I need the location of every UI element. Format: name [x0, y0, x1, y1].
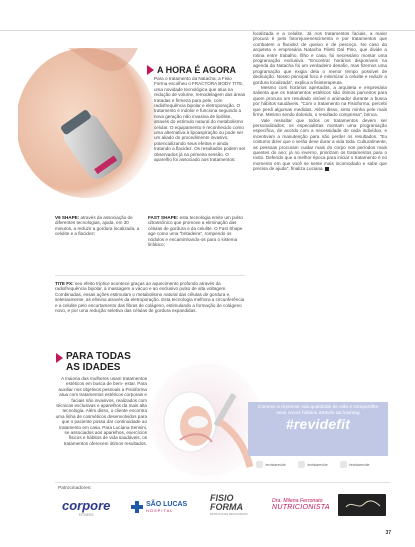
treatment-v6	[55, 215, 145, 237]
treatment-title: FAST SHAPE:	[148, 215, 179, 220]
paragraph: localizada e a celulite. Já nos tratamentos faciais, a maior procura é pelo fotorejuvenescimento e por tratamentos que combatem a flacidez de queixo e de pescoço. No caso da arquiteta e empresária Natacha Filetti Dal Pino, que divide a rotina entre trabalho, filho e casa, foi necessário montar uma programação exclusiva. "Encontrar horários disponíveis na agenda da Natacha foi um verdadeiro desafio, mas fizemos uma programação que exigia dela o menor tempo possível de dedicação. Nosso principal foco é minimizar a celulite e reduzir a gordura localizada", explica a fisioterapeuta.	[253, 31, 387, 85]
sponsors-label: Patrocinadores:	[58, 486, 92, 491]
section-heading	[56, 351, 131, 373]
heading-text: PARA TODAS	[66, 351, 131, 362]
social-instagram[interactable]: /revistarevide	[298, 461, 328, 468]
facebook-icon	[256, 461, 263, 468]
sponsor-logo-milena: Dra. Milena Ferronato NUTRICIONISTA	[272, 498, 330, 511]
treatment-fast	[148, 215, 243, 247]
treatment-text: seu efeito tríplice acontece graças ao aquecimento profundo através da radiofrequência bipolar, à massagem a vácuo e ao exclusivo pulso de alta voltagem. Combinadas, essas ações estimulam o metabolismo natural das células de gordura e, seletivamente, as elimina através da eletroporação. Esta tecnologia melhora a circunferência e a celulite pelo encurtamento das fibras de colágeno, estimulando a formação de colágeno novo, e por uma redução seletiva das células de gordura expandidas.	[55, 281, 245, 314]
social-twitter[interactable]: /revistarevide	[340, 461, 370, 468]
promo-text: Comece a repensar sua qualidade de vida e compartilhe seus novos hábitos através da hashtag	[257, 405, 379, 416]
heading-arrow-icon	[56, 353, 63, 363]
heading-text: AS IDADES	[66, 362, 121, 373]
section-paragraph: A maioria das mulheres usam tratamentos estéticos em busca de bem- estar. Para auxiliar nos objetivos pessoais a Fisioforma atua com tratamentos estéticos corporais e faciais não invasivos, realizados com técnicas exclusivas e aparelhos da mais alta tecnologia. Além disso, o cliente encontra uma linha de cosméticos desenvolvidos para que o paciente possa dar continuidade ao tratamento em casa. Para Luciana Sensini, se associados aos aparelhos, exercícios físicos e hábitos de vida saudáveis, os tratamentos oferecem ótimos resultados.	[55, 376, 147, 446]
facial-treatment-photo	[150, 362, 262, 477]
treatment-title: V6 SHAPE:	[55, 215, 80, 220]
divider	[55, 482, 390, 483]
heading-text: A HORA É AGORA	[157, 65, 237, 75]
sponsor-logo-corpore: corpore FITNESS	[62, 498, 111, 517]
paragraph: Mesmo com horários apertados, a arquiteta e empresária salienta que os tratamentos estéticos são ótimos parceiros para quem procura um resultado visível e animador durante a busca por hábitos saudáveis. "Com o tratamento na Fisioforma, percebi que perdi algumas medidas. Além disso, sinto minha pele mais firme. Mesmo sendo dolorido, o resultado compensa", brinca.	[253, 85, 387, 118]
twitter-icon	[340, 461, 347, 468]
treatment-text: através da associação de diferentes tecnologias, ajuda, em 30 minutos, a reduzir a gordura localizada, a celulite e a flacidez;	[55, 215, 140, 237]
paragraph: Vale ressaltar que todos os tratamentos devem ser personalizados; os especialistas montam uma programação específica, de acordo com a necessidade de cada indivíduo, e incentivam a manutenção para não perder os resultados. "Eu costumo dizer que o verão deve durar a vida toda. Culturalmente, as pessoas procuram cuidar mais do corpo nos períodos mais quentes do ano; já no inverno, priorizam os tratamentos para o rosto. Defendo que a melhor época para iniciar o tratamento é no momento em que você se sente mais incomodado e sabe que precisa de ajuda", finaliza Luciana.	[253, 117, 387, 172]
treatment-tite	[55, 281, 245, 313]
instagram-icon	[298, 461, 305, 468]
treatment-title: TITE FX:	[55, 281, 74, 286]
sponsor-logo-sao-lucas: SÃO LUCAS HOSPITAL	[130, 500, 187, 514]
treatment-text: esta tecnologia emite um pulso ultrassônico que promove a eliminação das células de gordura e da celulite. O Fast Shape age como uma "britadeira", rompendo os nódulos e encaminhando-os para o sistema linfático;	[148, 215, 243, 248]
hashtag-promo-box	[248, 402, 388, 456]
heading-arrow-icon	[147, 65, 154, 75]
social-links	[256, 461, 369, 468]
divider	[55, 275, 245, 276]
end-mark-icon	[325, 167, 329, 171]
hospital-cross-icon	[130, 500, 144, 514]
section-heading	[147, 65, 236, 75]
hashtag: #revidefit	[285, 416, 351, 433]
body-treatment-photo	[18, 48, 158, 198]
script-logo-icon	[338, 494, 386, 516]
right-column-text	[253, 31, 387, 172]
page-number: 37	[385, 530, 391, 536]
sponsor-logo-fisioforma: FISIO FORMA ESTÉTICA DE RESULTADOS	[210, 493, 248, 516]
sponsor-logo-dark	[338, 494, 386, 516]
section-paragraph: Para o tratamento da Natacha, a Fisio Forma escolheu o FRACTORA BODY TITE, uma novidade tecnológica que atua na redução de volume, remodelagem das áreas tratadas e firmeza para pele, com radiofrequência bipolar e eletroporação. O tratamento é indolor e funciona seguindo a nova geração não invasiva de lipólise, através do estímulo natural do metabolismo celular. O equipamento é reconhecido como uma alternativa à lipoaspiração ou pode ser um aliado do procedimento invasivo, potencializando seus efeitos e ainda tratando a flacidez. Os resultados podem ser observados já na primeira sessão. O aparelho foi associado aos tratamentos:	[154, 76, 246, 163]
social-facebook[interactable]: /revistarevide	[256, 461, 286, 468]
